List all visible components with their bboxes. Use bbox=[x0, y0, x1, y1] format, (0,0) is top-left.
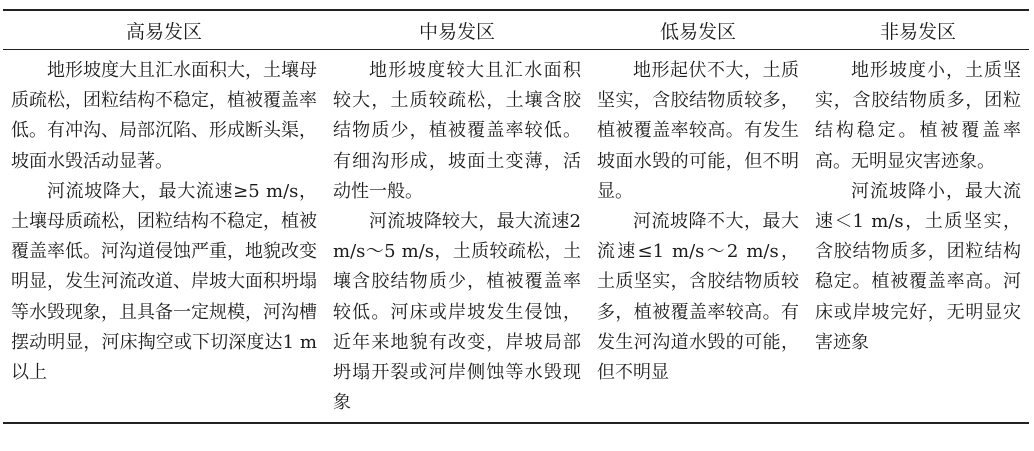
slope-description: 地形起伏不大，土质坚实，含胶结物质较多，植被覆盖率较高。有发生坡面水毁的可能，但不明显。 bbox=[597, 60, 799, 202]
cell-low-risk-zone bbox=[589, 50, 807, 424]
slope-description: 地形坡度小，土质坚实，含胶结物质多，团粒结构稳定。植被覆盖率高。无明显灾害迹象。 bbox=[815, 60, 1021, 172]
cell-medium-risk-zone bbox=[325, 50, 589, 424]
river-description: 河流坡降小，最大流速＜1 m/s，土质坚实，含胶结物质多，团粒结构稳定。植被覆盖率高。河床或岸坡完好，无明显灾害迹象 bbox=[815, 180, 1021, 353]
header-non-risk-zone: 非易发区 bbox=[879, 20, 956, 43]
table-header bbox=[3, 10, 1029, 50]
slope-description: 地形坡度大且汇水面积大，土壤母质疏松，团粒结构不稳定，植被覆盖率低。有冲沟、局部沉陷、形成断头渠，坡面水毁活动显著。 bbox=[11, 60, 317, 172]
header-low-risk-zone: 低易发区 bbox=[659, 20, 736, 43]
header-high-risk-zone: 高易发区 bbox=[125, 20, 202, 43]
classification-table-container bbox=[3, 9, 1029, 424]
header-medium-risk-zone: 中易发区 bbox=[418, 20, 495, 43]
hazard-zone-table bbox=[3, 9, 1029, 424]
table-body bbox=[3, 50, 1029, 424]
river-description: 河流坡降较大，最大流速2 m/s～5 m/s，土质较疏松，土壤含胶结物质少，植被覆盖率较低。河床或岸坡发生侵蚀，近年来地貌有改变，岸坡局部坍塌开裂或河岸侧蚀等水毁现象 bbox=[333, 211, 581, 414]
cell-high-risk-zone bbox=[3, 50, 325, 424]
slope-description: 地形坡度较大且汇水面积较大，土质较疏松，土壤含胶结物质少，植被覆盖率较低。有细沟形成，坡面土变薄，活动性一般。 bbox=[333, 60, 581, 202]
cell-non-risk-zone bbox=[807, 50, 1029, 424]
header-row bbox=[3, 10, 1029, 50]
river-description: 河流坡降不大，最大流速≤1 m/s～2 m/s，土质坚实，含胶结物质较多，植被覆盖率较高。有发生河沟道水毁的可能，但不明显 bbox=[597, 211, 799, 384]
table-row bbox=[3, 50, 1029, 424]
river-description: 河流坡降大，最大流速≥5 m/s，土壤母质疏松，团粒结构不稳定，植被覆盖率低。河沟道侵蚀严重，地貌改变明显，发生河流改道、岸坡大面积坍塌等水毁现象，且具备一定规模，河沟槽摆动明显，河床掏空或下切深度达1 m以上 bbox=[11, 180, 317, 384]
